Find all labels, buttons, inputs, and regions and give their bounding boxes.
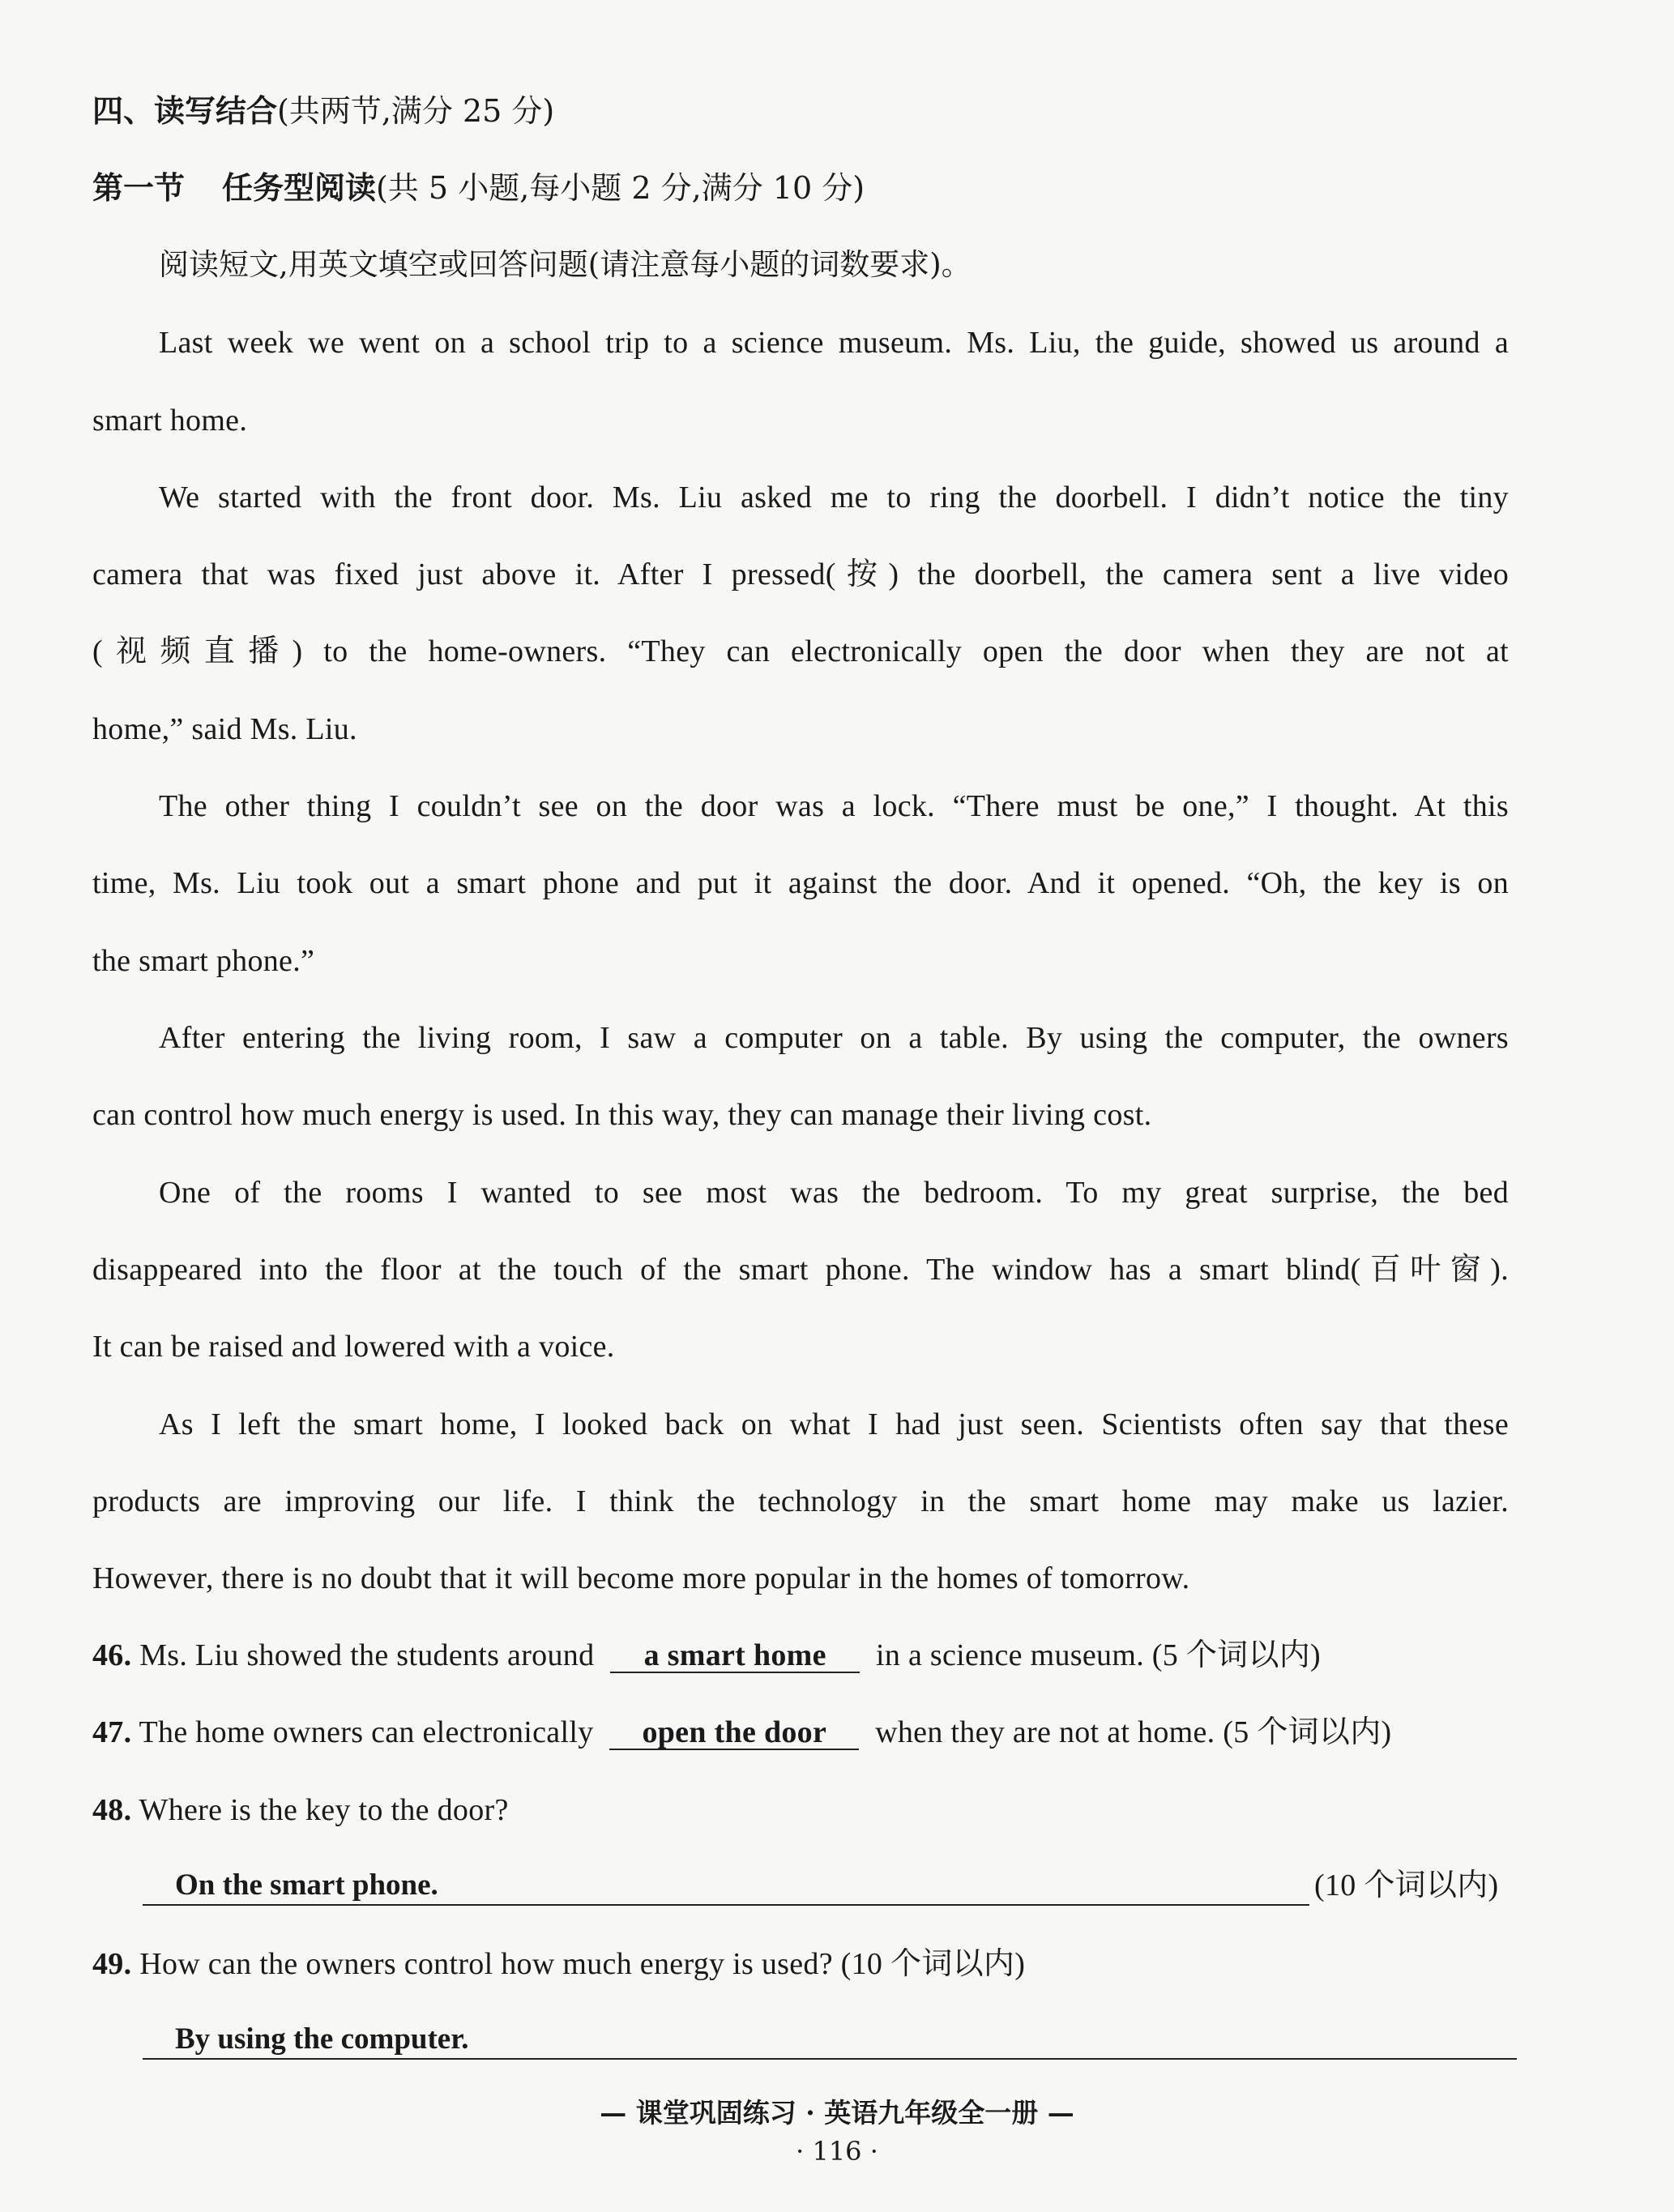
passage-line: Last week we went on a school trip to a science museum. Ms. Liu, the guide, showed us around a — [159, 326, 1509, 360]
passage-line: time, Ms. Liu took out a smart phone and put it against the door. And it opened. “Oh, the key is on — [92, 866, 1509, 900]
passage-line: After entering the living room, I saw a computer on a table. By using the computer, the owners — [159, 1021, 1509, 1055]
page-number: · 116 · — [796, 2136, 878, 2167]
question-text: in a science museum. (5 个词以内) — [876, 1638, 1322, 1672]
passage-line: One of the rooms I wanted to see most was the bedroom. To my great surprise, the bed — [159, 1176, 1509, 1210]
passage-line: (视频直播) to the home-owners. “They can electronically open the door when they are not at — [92, 634, 1509, 668]
passage-line: It can be raised and lowered with a voice. — [92, 1330, 615, 1364]
question-text: when they are not at home. (5 个词以内) — [875, 1715, 1392, 1749]
passage-line: products are improving our life. I think the technology in the smart home may make us lazier. — [92, 1484, 1509, 1518]
part-heading — [92, 168, 865, 208]
question-48 — [92, 1790, 509, 1830]
part-name: 第一节 — [92, 169, 186, 206]
answer-blank-46[interactable]: a smart home — [610, 1639, 860, 1673]
question-text: How can the owners control how much energy is used? (10 个词以内) — [139, 1947, 1026, 1981]
section-heading — [92, 91, 554, 131]
book-title-footer: — 课堂巩固练习 · 英语九年级全一册 — — [600, 2097, 1074, 2129]
passage-line: home,” said Ms. Liu. — [92, 712, 357, 746]
question-number: 48. — [92, 1793, 132, 1827]
passage-line: As I left the smart home, I looked back on what I had just seen. Scientists often say that these — [159, 1407, 1509, 1441]
question-number: 47. — [92, 1715, 132, 1749]
passage-line: camera that was fixed just above it. After I pressed(按) the doorbell, the camera sent a live video — [92, 557, 1509, 591]
word-limit-48: (10 个词以内) — [1314, 1868, 1499, 1902]
answer-blank-47[interactable]: open the door — [609, 1716, 859, 1750]
question-text: The home owners can electronically — [139, 1715, 594, 1749]
answer-line-49[interactable]: By using the computer. — [143, 2021, 1517, 2060]
passage-line: the smart phone.” — [92, 944, 315, 978]
instruction-text: 阅读短文,用英文填空或回答问题(请注意每小题的词数要求)。 — [159, 247, 972, 282]
section-title: 四、读写结合 — [92, 92, 278, 129]
question-number: 49. — [92, 1947, 132, 1981]
question-46 — [92, 1635, 1321, 1676]
question-47 — [92, 1712, 1391, 1753]
question-text: Where is the key to the door? — [139, 1793, 509, 1827]
passage-line: We started with the front door. Ms. Liu asked me to ring the doorbell. I didn’t notice the tiny — [159, 480, 1509, 515]
question-text: Ms. Liu showed the students around — [139, 1638, 595, 1672]
answer-line-48[interactable]: On the smart phone. — [143, 1867, 1309, 1906]
question-number: 46. — [92, 1638, 132, 1672]
passage-line: The other thing I couldn’t see on the door was a lock. “There must be one,” I thought. At this — [159, 789, 1509, 823]
passage-line: disappeared into the floor at the touch of the smart phone. The window has a smart blind(百叶窗). — [92, 1253, 1509, 1287]
passage-line: smart home. — [92, 404, 248, 438]
section-score-note: (共两节,满分 25 分) — [277, 93, 555, 129]
part-title: 任务型阅读 — [222, 169, 377, 206]
passage-line: can control how much energy is used. In this way, they can manage their living cost. — [92, 1098, 1152, 1132]
passage-line: However, there is no doubt that it will become more popular in the homes of tomorrow. — [92, 1561, 1190, 1595]
part-score-note: (共 5 小题,每小题 2 分,满分 10 分) — [376, 170, 865, 206]
question-49 — [92, 1944, 1025, 1984]
